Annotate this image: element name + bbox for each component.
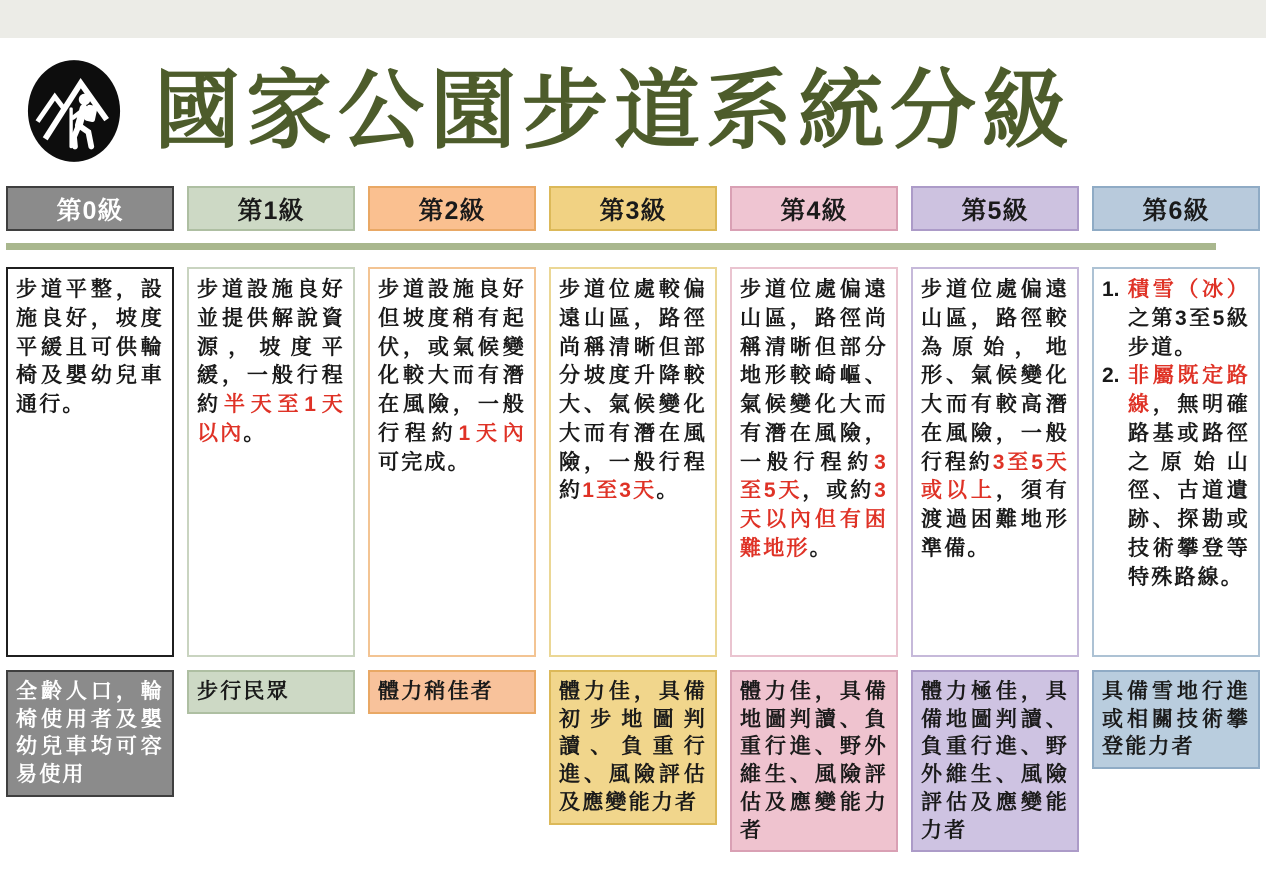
description-text [378,276,526,477]
plain-text: 。 [809,536,833,560]
level-description-row [0,267,1266,657]
description-text [1128,362,1250,592]
plain-text: 步道平整，設施良好，坡度平緩且可供輪椅及嬰幼兒車通行。 [16,278,164,417]
plain-text: 。 [656,479,680,503]
plain-text: ，或約 [802,479,875,503]
level-2-audience: 體力稍佳者 [368,670,536,714]
plain-text: 步道位處偏遠山區，路徑尚稱清晰但部分地形較崎嶇、氣候變化大而有潛在風險，一般行程約 [740,278,888,474]
level-1-header: 第1級 [187,186,355,231]
description-block [16,276,164,420]
description-text [16,276,164,420]
level-header-row [0,186,1266,231]
description-text [197,276,345,449]
level-0-header: 第0級 [6,186,174,231]
description-text [921,276,1069,564]
description-block [1102,362,1250,592]
level-5-audience: 體力極佳，具備地圖判讀、負重行進、野外維生、風險評估及應變能力者 [911,670,1079,852]
level-4-audience: 體力佳，具備地圖判讀、負重行進、野外維生、風險評估及應變能力者 [730,670,898,852]
highlighted-text: 3至5天或以上 [921,450,1069,503]
hiker-mountain-icon [26,58,122,164]
plain-text: 步道位處偏遠山區，路徑較為原始，地形、氣候變化大而有較高潛在風險，一般行程約 [921,278,1069,474]
plain-text: 之第3至5級步道。 [1128,306,1250,359]
description-text [1128,276,1250,362]
level-4-description [730,267,898,657]
level-separator-line [6,243,1216,250]
description-block [921,276,1069,564]
level-4-header: 第4級 [730,186,898,231]
description-text [740,276,888,564]
plain-text: 可完成。 [378,450,471,474]
level-1-description [187,267,355,657]
description-text [559,276,707,506]
list-number: 2. [1102,364,1120,388]
level-5-header: 第5級 [911,186,1079,231]
highlighted-text: 3天以內但有困難地形 [740,479,888,560]
description-block [559,276,707,506]
plain-text: 。 [243,421,267,445]
level-6-audience: 具備雪地行進或相關技術攀登能力者 [1092,670,1260,769]
title-bar [0,38,1266,184]
level-1-audience: 步行民眾 [187,670,355,714]
highlighted-text: 1至3天 [582,479,657,503]
plain-text: 步道位處較偏遠山區，路徑尚稱清晰但部分坡度升降較大、氣候變化大而有潛在風險，一般行程約 [559,278,707,503]
level-3-description [549,267,717,657]
plain-text: ，無明確路基或路徑之原始山徑、古道遺跡、探勘或技術攀登等特殊路線。 [1128,393,1250,589]
plain-text: ，須有渡過困難地形準備。 [921,479,1069,560]
level-2-header: 第2級 [368,186,536,231]
level-3-audience: 體力佳，具備初步地圖判讀、負重行進、風險評估及應變能力者 [549,670,717,825]
page-title: 國家公園步道系統分級 [154,63,1074,159]
level-6-description [1092,267,1260,657]
description-block [197,276,345,449]
description-block [1102,276,1250,362]
level-3-header: 第3級 [549,186,717,231]
highlighted-text: 半天至1天以內 [197,393,345,445]
level-6-header: 第6級 [1092,186,1260,231]
plain-text: 步道設施良好但坡度稍有起伏，或氣候變化較大而有潛在風險，一般行程約 [378,278,526,445]
level-audience-row [0,670,1266,852]
list-number: 1. [1102,278,1120,301]
plain-text: 步道設施良好並提供解說資源，坡度平緩，一般行程約 [197,278,345,417]
description-block [740,276,888,564]
level-0-description [6,267,174,657]
level-0-audience: 全齡人口，輪椅使用者及嬰幼兒車均可容易使用 [6,670,174,797]
level-2-description [368,267,536,657]
highlighted-text: 非屬既定路線 [1128,364,1250,417]
highlighted-text: 積雪（冰） [1128,278,1250,301]
top-band [0,0,1266,38]
highlighted-text: 1天內 [458,421,526,445]
level-5-description [911,267,1079,657]
highlighted-text: 3至5天 [740,450,888,503]
description-block [378,276,526,477]
